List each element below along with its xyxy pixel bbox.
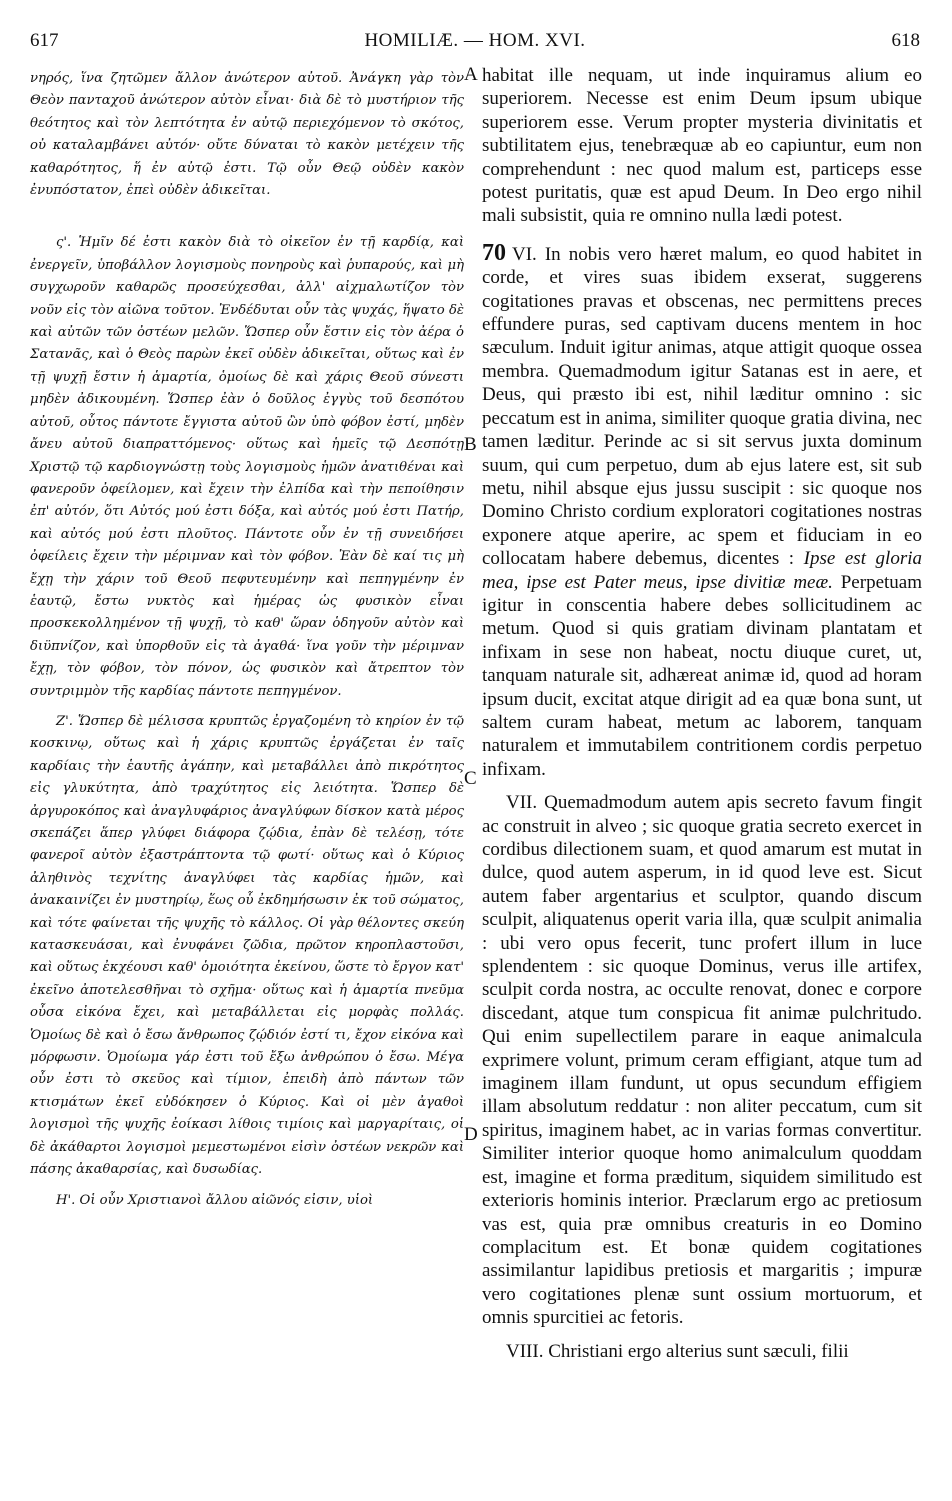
greek-paragraph-2: ς'. Ἡμῖν δέ ἐστι κακὸν διὰ τὸ οἰκεῖον ἐν τῇ καρδίᾳ, καὶ ἐνεργεῖν, ὑποβάλλον λογισμοὺς πονηροὺς καὶ ῥυπαρούς, καὶ μὴ συγχωροῦν καθαρῶς προσεύχεσθαι, ἀλλ' αἰχμαλωτίζον τὸν νοῦν εἰς τὸν αἰῶνα τοῦτον. Ἐνδέδυται οὖν τὰς ψυχάς, ἥψατο δὲ καὶ αὐτῶν τῶν ὀστέων μελῶν. Ὥσπερ οὖν ἔστιν εἰς τὸν ἀέρα ὁ Σατανᾶς, καὶ ὁ Θεὸς παρὼν ἐκεῖ οὐδὲν ἀδικεῖται, οὕτως καὶ ἐν τῇ ψυχῇ ἔστιν ἡ ἁμαρτία, ὁμοίως δὲ καὶ χάρις Θεοῦ σύνεστι μηδὲν ἀδικουμένη. Ὥσπερ ἐὰν ὁ δοῦλος ἐγγὺς τοῦ δεσπότου αὐτοῦ, οὗτος πάντοτε ἔγγιστα αὐτοῦ ὢν ὑπὸ φόβον ἐστί, μηδὲν ἄνευ αὐτοῦ διαπραττόμενος· οὕτως καὶ ἡμεῖς τῷ Δεσπότῃ Χριστῷ τῷ καρδιογνώστῃ τοὺς λογισμοὺς ἡμῶν ἀνατιθέναι καὶ φανεροῦν ὀφείλομεν, καὶ ἔχειν τὴν ἐλπίδα καὶ τὴν πεποίθησιν ἐπ' αὐτόν, ὅτι Αὐτός μού ἐστι δόξα, καὶ αὐτός μού ἐστι Πατήρ, καὶ αὐτός μού ἐστι πλοῦτος. Πάντοτε οὖν ἐν τῇ συνειδήσει ὀφείλεις ἔχειν τὴν μέριμναν καὶ τὸν φόβον. Ἐὰν δὲ καί τις μὴ ἔχῃ τὴν χάριν τοῦ Θεοῦ πεφυτευμένην καὶ πεπηγμένην ἐν ἑαυτῷ, ἔστω νυκτὸς καὶ ἡμέρας ὡς φυσικὸν εἶναι προσκεκολλημένον τῇ ψυχῇ, τὸ καθ' ὥραν ὁδηγοῦν αὐτὸν καὶ διϋπνίζον, καὶ ὑπορθοῦν εἰς τὰ ἀγαθά· ἵνα γοῦν τὴν μέριμναν ἔχῃ, τὸν φόβον, τὸν πόνον, ὡς φυσικὸν καὶ ἄτρεπτον τὸν συντριμμὸν τῆς καρδίας πάντοτε πεπηγμένον.: [30, 235, 464, 699]
latin-paragraph-3: VII. Quemadmodum autem apis secreto favum fingit ac construit in alveo ; sic quoque gratia secreto exercet in cordibus dilectionem suam, et quod amarum est mutat in dulce, quod autem asperum, in id quod leve est. Sicut autem faber argentarius et sculptor, quando discum sculpit, aliquatenus operit varia illa, quæ sculpit animalia : ubi vero opus fecerit, tunc profert illum in luce splendentem : sic quoque Dominus, verus ille artifex, sculpit corda nostra, ac occulte renovat, donec e corpore discedant, atque tum conspicua fit animæ pulchritudo. Qui enim supellectilem parare in eaque animalcula exprimere volunt, primum ceram effigiant, atque tum ad imaginem illam fundunt, ut opus secundum effigiem illam absolutum reddatur : non aliter peccatum, cum sit spiritus, imaginem habet, ac in varias formas convertitur. Similiter interior quoque homo animalculum quoddam est, imagine et forma præditum, siquidem similitudo est exterioris hominis interior. Præclarum ergo ac pretiosum vas est, quia præ omnibus creaturis in eo Domino complacitum est. Et bonæ quidem cogitationes assimilantur lapidibus pretiosis et margaritis ; impuræ vero cogitationes plenæ sunt ossium mortuorum, et omnis spurcitiei ac fetoris.: [482, 792, 922, 1329]
latin-scripture-quote: Ipse est gloria mea, ipse est Pater meus, ipse divitiæ meæ.: [482, 548, 922, 593]
greek-paragraph-1: νηρός, ἵνα ζητῶμεν ἄλλον ἀνώτερον αὐτοῦ. Ἀνάγκη γὰρ τὸν Θεὸν πανταχοῦ ἀνώτερον αὐτὸν εἶναι· διὰ δὲ τὸ μυστήριον τῆς θεότητος καὶ τὸν λεπτότητα ἐν αὐτῷ περιεχόμενον τὸ σκότος, οὐ καταλαμβάνει αὐτόν· οὔτε δύναται τὸ κακὸν μετέχειν τῆς καθαρότητος, ἥ ἐν αὐτῷ ἐστι. Τῷ οὖν Θεῷ οὐδὲν κακὸν ἐνυπόστατον, ἐπεὶ οὐδὲν ἀδικεῖται.: [30, 71, 464, 199]
latin-paragraph-1: habitat ille nequam, ut inde inquiramus alium eo superiorem. Necesse est enim Deum ipsum ubique superiorem esse. Verum propter mysteria divinitatis et subtilitatem ejus, tenebræquæ ab eo capiuntur, eum non comprehendunt : nec quod malum est, particeps esse potest puritatis, quæ est apud Deum. In Deo ergo nihil mali subsistit, quia re omnino nulla lædi potest.: [482, 65, 922, 227]
margin-letter-a: A: [464, 64, 478, 85]
greek-paragraph-3: Ζ'. Ὥσπερ δὲ μέλισσα κρυπτῶς ἐργαζομένη τὸ κηρίον ἐν τῷ κοσκινῳ, οὕτως καὶ ἡ χάρις κρυπτῶς ἐργάζεται ἐν ταῖς καρδίαις τὴν ἑαυτῆς ἀγάπην, καὶ μεταβάλλει ἀπὸ πικρότητος εἰς γλυκύτητα, ἀπὸ τραχύτητος εἰς λειότητα. Ὥσπερ δὲ ἀργυροκόπος καὶ ἀναγλυφάριος ἀναγλύφων δίσκον κατὰ μέρος σκεπάζει ἅπερ γλύφει διάφορα ζῴδια, ἐπὰν δὲ τελέσῃ, τότε φανεροῖ αὐτὸν ἐξαστράπτοντα τῷ φωτί· οὕτως καὶ ὁ Κύριος ἀληθινὸς τεχνίτης ἀναγλύφει τὰς καρδίας ἡμῶν, καὶ ἀνακαινίζει ἐν μυστηρίῳ, ἕως οὗ ἐκδημήσωσιν ἐκ τοῦ σώματος, καὶ τότε φαίνεται τῆς ψυχῆς τὸ κάλλος. Οἱ γὰρ θέλοντες σκεύη κατασκευάσαι, καὶ ἐνυφάνει ζῶδια, πρῶτον κηροπλαστοῦσι, καὶ οὕτως ἐκχέουσι καθ' ὁμοιότητα ἐκείνου, ὥστε τὸ ἔργον κατ' ἐκεῖνο ἀποτελεσθῆναι τὸ σχῆμα· οὕτως καὶ ἡ ἁμαρτία πνεῦμα οὖσα εἰκόνα ἔχει, καὶ μεταβάλλεται εἰς μορφὰς πολλάς. Ὁμοίως δὲ καὶ ὁ ἔσω ἄνθρωπος ζῴδιόν ἐστί τι, ἔχον εἰκόνα καὶ μόρφωσιν. Ὁμοίωμα γάρ ἐστι τοῦ ἔξω ἀνθρώπου ὁ ἔσω. Μέγα οὖν ἐστι τὸ σκεῦος καὶ τίμιον, ἐπειδὴ ἀπὸ πάντων τῶν κτισμάτων ἐκεῖ εὐδόκησεν ὁ Κύριος. Καὶ οἱ μὲν ἀγαθοὶ λογισμοὶ τῆς ψυχῆς ἐοίκασι λίθοις τιμίοις καὶ μαργαρίταις, οἱ δὲ ἀκάθαρτοι λογισμοὶ μεμεστωμένοι εἰσὶν ὀστέων νεκρῶν καὶ πάσης ἀκαθαρσίας, καὶ δυσωδίας.: [30, 713, 464, 1178]
latin-paragraph-2: [482, 239, 922, 781]
latin-paragraph-2-end: Perpetuam igitur in conscentia habere debes sollicitudinem ac metum. Quod si quis gratiam divinam plantatam et infixam in sese non habeat, noctu diuque curet, ut, tanquam naturale sit, adhæreat animæ id, quod ad horam ipsum ducit, excitat atque dirigit ad ea quæ bona sunt, ut saltem curam habeat, metum ac laborem, tanquam naturalem et immutabilem contritionem cordis perpetuo infixam.: [482, 571, 922, 780]
latin-paragraph-2-text: VI. In nobis vero hæret malum, eo quod habitet in corde, et vires suas ibidem exserat, suggerens cogitationes pravas et obscenas, nec permittens preces effundere puras, sed captivam ducens mentem in hoc sæculum. Induit igitur animas, atque attigit quoque ossea membra. Quemadmodum igitur Satanas est in aere, et Deus, qui præsto ibi est, nihil læditur omnino : sic peccatum est in anima, similiter quoque gratia divina, nec tamen læditur. Perinde ac si sit servus juxta dominum suum, qui cum perpetuo, dum ab ejus latere est, sit sub metu, nihil absque ejus jussu suscipit : sic quoque nos Domino Christo cordium exploratori cogitationes nostras exponere atque aperire, ac spem et fiduciam in eo collocatam habere debemus, dicentes :: [482, 243, 922, 570]
page-number-left: 617: [30, 30, 59, 51]
greek-column: [30, 68, 464, 1212]
margin-letter-c: C: [464, 768, 477, 789]
margin-letter-d: D: [464, 1124, 478, 1145]
running-title: HOMILIÆ. — HOM. XVI.: [364, 30, 586, 51]
latin-column: [482, 64, 922, 1363]
greek-paragraph-4: Η'. Οἱ οὖν Χριστιανοὶ ἄλλου αἰῶνός εἰσιν, υἱοὶ: [56, 1192, 374, 1208]
margin-letter-b: B: [464, 434, 477, 455]
running-header: [30, 30, 920, 60]
latin-paragraph-4: VIII. Christiani ergo alterius sunt sæculi, filii: [506, 1340, 849, 1362]
column-number: 70: [482, 239, 506, 266]
page-number-right: 618: [891, 30, 920, 51]
